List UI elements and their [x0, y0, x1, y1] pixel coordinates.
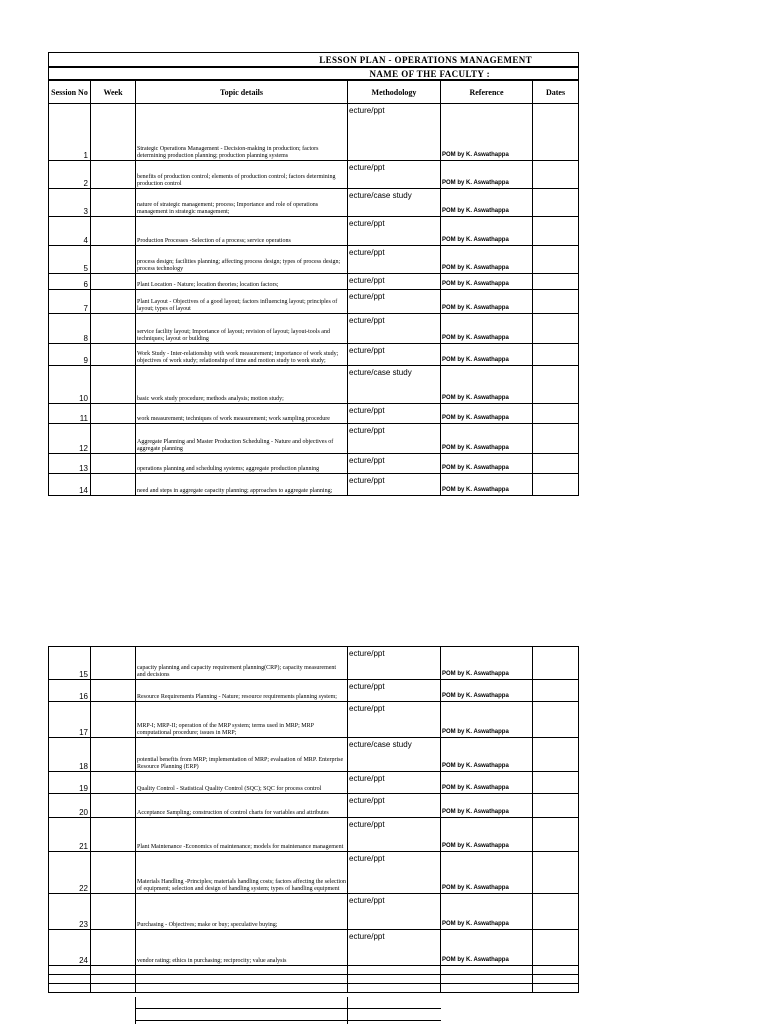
topic-details: benefits of production control; elements of production control; factors determining production control	[136, 161, 348, 189]
session-number: 5	[49, 246, 91, 274]
methodology: ecture/ppt	[348, 680, 441, 702]
reference: POM by K. Aswathappa	[441, 217, 533, 246]
table-row	[49, 366, 579, 404]
reference: POM by K. Aswathappa	[441, 818, 533, 852]
topic-details: nature of strategic management; process; Importance and role of operations management in strategic management;	[136, 189, 348, 217]
dates-cell	[533, 344, 579, 366]
session-number: 8	[49, 314, 91, 344]
reference: POM by K. Aswathappa	[441, 290, 533, 314]
topic-details: service facility layout; Importance of layout; revision of layout; layout-tools and techniques; layout or building	[136, 314, 348, 344]
reference: POM by K. Aswathappa	[441, 794, 533, 818]
empty-cell	[533, 984, 579, 993]
table-row	[49, 274, 579, 290]
dates-cell	[533, 246, 579, 274]
week-cell	[91, 161, 136, 189]
reference: POM by K. Aswathappa	[441, 404, 533, 424]
dates-cell	[533, 702, 579, 738]
week-cell	[91, 772, 136, 794]
week-cell	[91, 217, 136, 246]
faculty-name-label: NAME OF THE FACULTY :	[49, 67, 579, 80]
dates-cell	[533, 314, 579, 344]
table-row	[49, 344, 579, 366]
table-row	[49, 290, 579, 314]
grid-line	[135, 997, 136, 1024]
reference: POM by K. Aswathappa	[441, 366, 533, 404]
week-cell	[91, 474, 136, 496]
methodology: ecture/case study	[348, 189, 441, 217]
week-cell	[91, 818, 136, 852]
empty-row	[49, 966, 579, 975]
table-row	[49, 474, 579, 496]
dates-cell	[533, 474, 579, 496]
methodology: ecture/ppt	[348, 274, 441, 290]
week-cell	[91, 930, 136, 966]
topic-details: Work Study - Inter-relationship with work measurement; importance of work study; objectives of work study; relationship of time and motion study to work study;	[136, 344, 348, 366]
dates-cell	[533, 772, 579, 794]
dates-cell	[533, 217, 579, 246]
grid-line	[347, 997, 348, 1024]
empty-cell	[348, 966, 441, 975]
dates-cell	[533, 366, 579, 404]
methodology: ecture/ppt	[348, 930, 441, 966]
empty-cell	[136, 975, 348, 984]
dates-cell	[533, 738, 579, 772]
week-cell	[91, 104, 136, 161]
lesson-plan-table-page2	[48, 646, 579, 993]
methodology: ecture/case study	[348, 366, 441, 404]
topic-details: Strategic Operations Management - Decision-making in production; factors determining production planning; production planning systems	[136, 104, 348, 161]
empty-cell	[348, 984, 441, 993]
topic-details: capacity planning and capacity requirement planning(CRP); capacity measurement and decisions	[136, 647, 348, 680]
topic-details: need and steps in aggregate capacity planning; approaches to aggregate planning;	[136, 474, 348, 496]
session-number: 3	[49, 189, 91, 217]
methodology: ecture/ppt	[348, 818, 441, 852]
empty-cell	[91, 975, 136, 984]
topic-details: Quality Control - Statistical Quality Control (SQC); SQC for process control	[136, 772, 348, 794]
table-body-page1	[49, 104, 579, 496]
topic-details: Production Processes -Selection of a process; service operations	[136, 217, 348, 246]
topic-details: basic work study procedure; methods analysis; motion study;	[136, 366, 348, 404]
table-row	[49, 246, 579, 274]
empty-cell	[136, 966, 348, 975]
topic-details: process design; facilities planning; affecting process design; types of process design; process technology	[136, 246, 348, 274]
topic-details: MRP-I; MRP-II; operation of the MRP system; terms used in MRP; MRP computational procedure; issues in MRP;	[136, 702, 348, 738]
col-header-reference: Reference	[441, 80, 533, 104]
empty-cell	[441, 975, 533, 984]
methodology: ecture/ppt	[348, 314, 441, 344]
topic-details: Plant Maintenance -Economics of maintenance; models for maintenance management	[136, 818, 348, 852]
dates-cell	[533, 274, 579, 290]
empty-cell	[441, 966, 533, 975]
col-header-session: Session No	[49, 80, 91, 104]
empty-cell	[91, 966, 136, 975]
methodology: ecture/case study	[348, 738, 441, 772]
topic-details: Plant Layout - Objectives of a good layout; factors influencing layout; principles of layout; types of layout	[136, 290, 348, 314]
session-number: 7	[49, 290, 91, 314]
methodology: ecture/ppt	[348, 404, 441, 424]
table-row	[49, 818, 579, 852]
empty-cell	[136, 984, 348, 993]
week-cell	[91, 738, 136, 772]
week-cell	[91, 794, 136, 818]
session-number: 18	[49, 738, 91, 772]
session-number: 24	[49, 930, 91, 966]
session-number: 9	[49, 344, 91, 366]
methodology: ecture/ppt	[348, 454, 441, 474]
topic-details: vendor rating; ethics in purchasing; reciprocity; value analysis	[136, 930, 348, 966]
page-title: LESSON PLAN - OPERATIONS MANAGEMENT	[49, 53, 579, 68]
col-header-topic: Topic details	[136, 80, 348, 104]
empty-cell	[49, 984, 91, 993]
table-row	[49, 680, 579, 702]
grid-line	[135, 1008, 441, 1009]
reference: POM by K. Aswathappa	[441, 930, 533, 966]
reference: POM by K. Aswathappa	[441, 274, 533, 290]
table-row	[49, 161, 579, 189]
topic-details: Plant Location - Nature; location theories; location factors;	[136, 274, 348, 290]
week-cell	[91, 702, 136, 738]
week-cell	[91, 314, 136, 344]
dates-cell	[533, 404, 579, 424]
week-cell	[91, 454, 136, 474]
table-row	[49, 454, 579, 474]
table-row	[49, 852, 579, 894]
col-header-methodology: Methodology	[348, 80, 441, 104]
table-row	[49, 772, 579, 794]
week-cell	[91, 344, 136, 366]
reference: POM by K. Aswathappa	[441, 647, 533, 680]
dates-cell	[533, 818, 579, 852]
dates-cell	[533, 424, 579, 454]
reference: POM by K. Aswathappa	[441, 454, 533, 474]
methodology: ecture/ppt	[348, 647, 441, 680]
empty-row	[49, 975, 579, 984]
empty-cell	[348, 975, 441, 984]
col-header-dates: Dates	[533, 80, 579, 104]
empty-cell	[441, 984, 533, 993]
session-number: 1	[49, 104, 91, 161]
table-row	[49, 647, 579, 680]
table-row	[49, 894, 579, 930]
session-number: 13	[49, 454, 91, 474]
table-row	[49, 424, 579, 454]
session-number: 21	[49, 818, 91, 852]
week-cell	[91, 404, 136, 424]
methodology: ecture/ppt	[348, 104, 441, 161]
topic-details: Materials Handling -Principles; materials handling costs; factors affecting the selection of equipment; selection and design of handling system; types of handling equipment	[136, 852, 348, 894]
week-cell	[91, 680, 136, 702]
dates-cell	[533, 852, 579, 894]
methodology: ecture/ppt	[348, 702, 441, 738]
dates-cell	[533, 161, 579, 189]
methodology: ecture/ppt	[348, 794, 441, 818]
reference: POM by K. Aswathappa	[441, 344, 533, 366]
dates-cell	[533, 794, 579, 818]
session-number: 14	[49, 474, 91, 496]
session-number: 23	[49, 894, 91, 930]
methodology: ecture/ppt	[348, 246, 441, 274]
session-number: 17	[49, 702, 91, 738]
table-row	[49, 314, 579, 344]
methodology: ecture/ppt	[348, 894, 441, 930]
reference: POM by K. Aswathappa	[441, 894, 533, 930]
session-number: 16	[49, 680, 91, 702]
week-cell	[91, 894, 136, 930]
reference: POM by K. Aswathappa	[441, 772, 533, 794]
table-row	[49, 217, 579, 246]
session-number: 19	[49, 772, 91, 794]
table-body-page2	[49, 647, 579, 993]
reference: POM by K. Aswathappa	[441, 474, 533, 496]
reference: POM by K. Aswathappa	[441, 680, 533, 702]
empty-cell	[533, 975, 579, 984]
reference: POM by K. Aswathappa	[441, 246, 533, 274]
table-row	[49, 930, 579, 966]
week-cell	[91, 424, 136, 454]
week-cell	[91, 246, 136, 274]
empty-row	[49, 984, 579, 993]
dates-cell	[533, 454, 579, 474]
session-number: 20	[49, 794, 91, 818]
reference: POM by K. Aswathappa	[441, 424, 533, 454]
col-header-week: Week	[91, 80, 136, 104]
session-number: 12	[49, 424, 91, 454]
methodology: ecture/ppt	[348, 290, 441, 314]
session-number: 11	[49, 404, 91, 424]
dates-cell	[533, 290, 579, 314]
session-number: 2	[49, 161, 91, 189]
dates-cell	[533, 930, 579, 966]
empty-cell	[533, 966, 579, 975]
empty-cell	[49, 966, 91, 975]
methodology: ecture/ppt	[348, 852, 441, 894]
methodology: ecture/ppt	[348, 161, 441, 189]
dates-cell	[533, 189, 579, 217]
grid-line	[135, 1020, 441, 1021]
dates-cell	[533, 894, 579, 930]
topic-details: work measurement; techniques of work measurement; work sampling procedure	[136, 404, 348, 424]
reference: POM by K. Aswathappa	[441, 161, 533, 189]
week-cell	[91, 852, 136, 894]
session-number: 6	[49, 274, 91, 290]
dates-cell	[533, 680, 579, 702]
week-cell	[91, 647, 136, 680]
week-cell	[91, 274, 136, 290]
lesson-plan-table-page1	[48, 52, 579, 496]
week-cell	[91, 366, 136, 404]
reference: POM by K. Aswathappa	[441, 738, 533, 772]
dates-cell	[533, 647, 579, 680]
empty-cell	[49, 975, 91, 984]
topic-details: Purchasing - Objectives; make or buy; speculative buying;	[136, 894, 348, 930]
reference: POM by K. Aswathappa	[441, 104, 533, 161]
session-number: 4	[49, 217, 91, 246]
session-number: 10	[49, 366, 91, 404]
empty-cell	[91, 984, 136, 993]
methodology: ecture/ppt	[348, 344, 441, 366]
topic-details: potential benefits from MRP; implementation of MRP; evaluation of MRP. Enterprise Resource Planning (ERP)	[136, 738, 348, 772]
week-cell	[91, 290, 136, 314]
methodology: ecture/ppt	[348, 424, 441, 454]
topic-details: Aggregate Planning and Master Production Scheduling - Nature and objectives of aggregate planning	[136, 424, 348, 454]
session-number: 15	[49, 647, 91, 680]
topic-details: operations planning and scheduling systems; aggregate production planning	[136, 454, 348, 474]
reference: POM by K. Aswathappa	[441, 852, 533, 894]
methodology: ecture/ppt	[348, 772, 441, 794]
topic-details: Resource Requirements Planning - Nature; resource requirements planning system;	[136, 680, 348, 702]
reference: POM by K. Aswathappa	[441, 702, 533, 738]
table-row	[49, 702, 579, 738]
table-row	[49, 738, 579, 772]
table-header-row	[49, 80, 579, 104]
reference: POM by K. Aswathappa	[441, 314, 533, 344]
table-row	[49, 189, 579, 217]
session-number: 22	[49, 852, 91, 894]
methodology: ecture/ppt	[348, 217, 441, 246]
table-row	[49, 404, 579, 424]
topic-details: Acceptance Sampling; construction of control charts for variables and attributes	[136, 794, 348, 818]
table-row	[49, 104, 579, 161]
dates-cell	[533, 104, 579, 161]
reference: POM by K. Aswathappa	[441, 189, 533, 217]
table-row	[49, 794, 579, 818]
methodology: ecture/ppt	[348, 474, 441, 496]
week-cell	[91, 189, 136, 217]
